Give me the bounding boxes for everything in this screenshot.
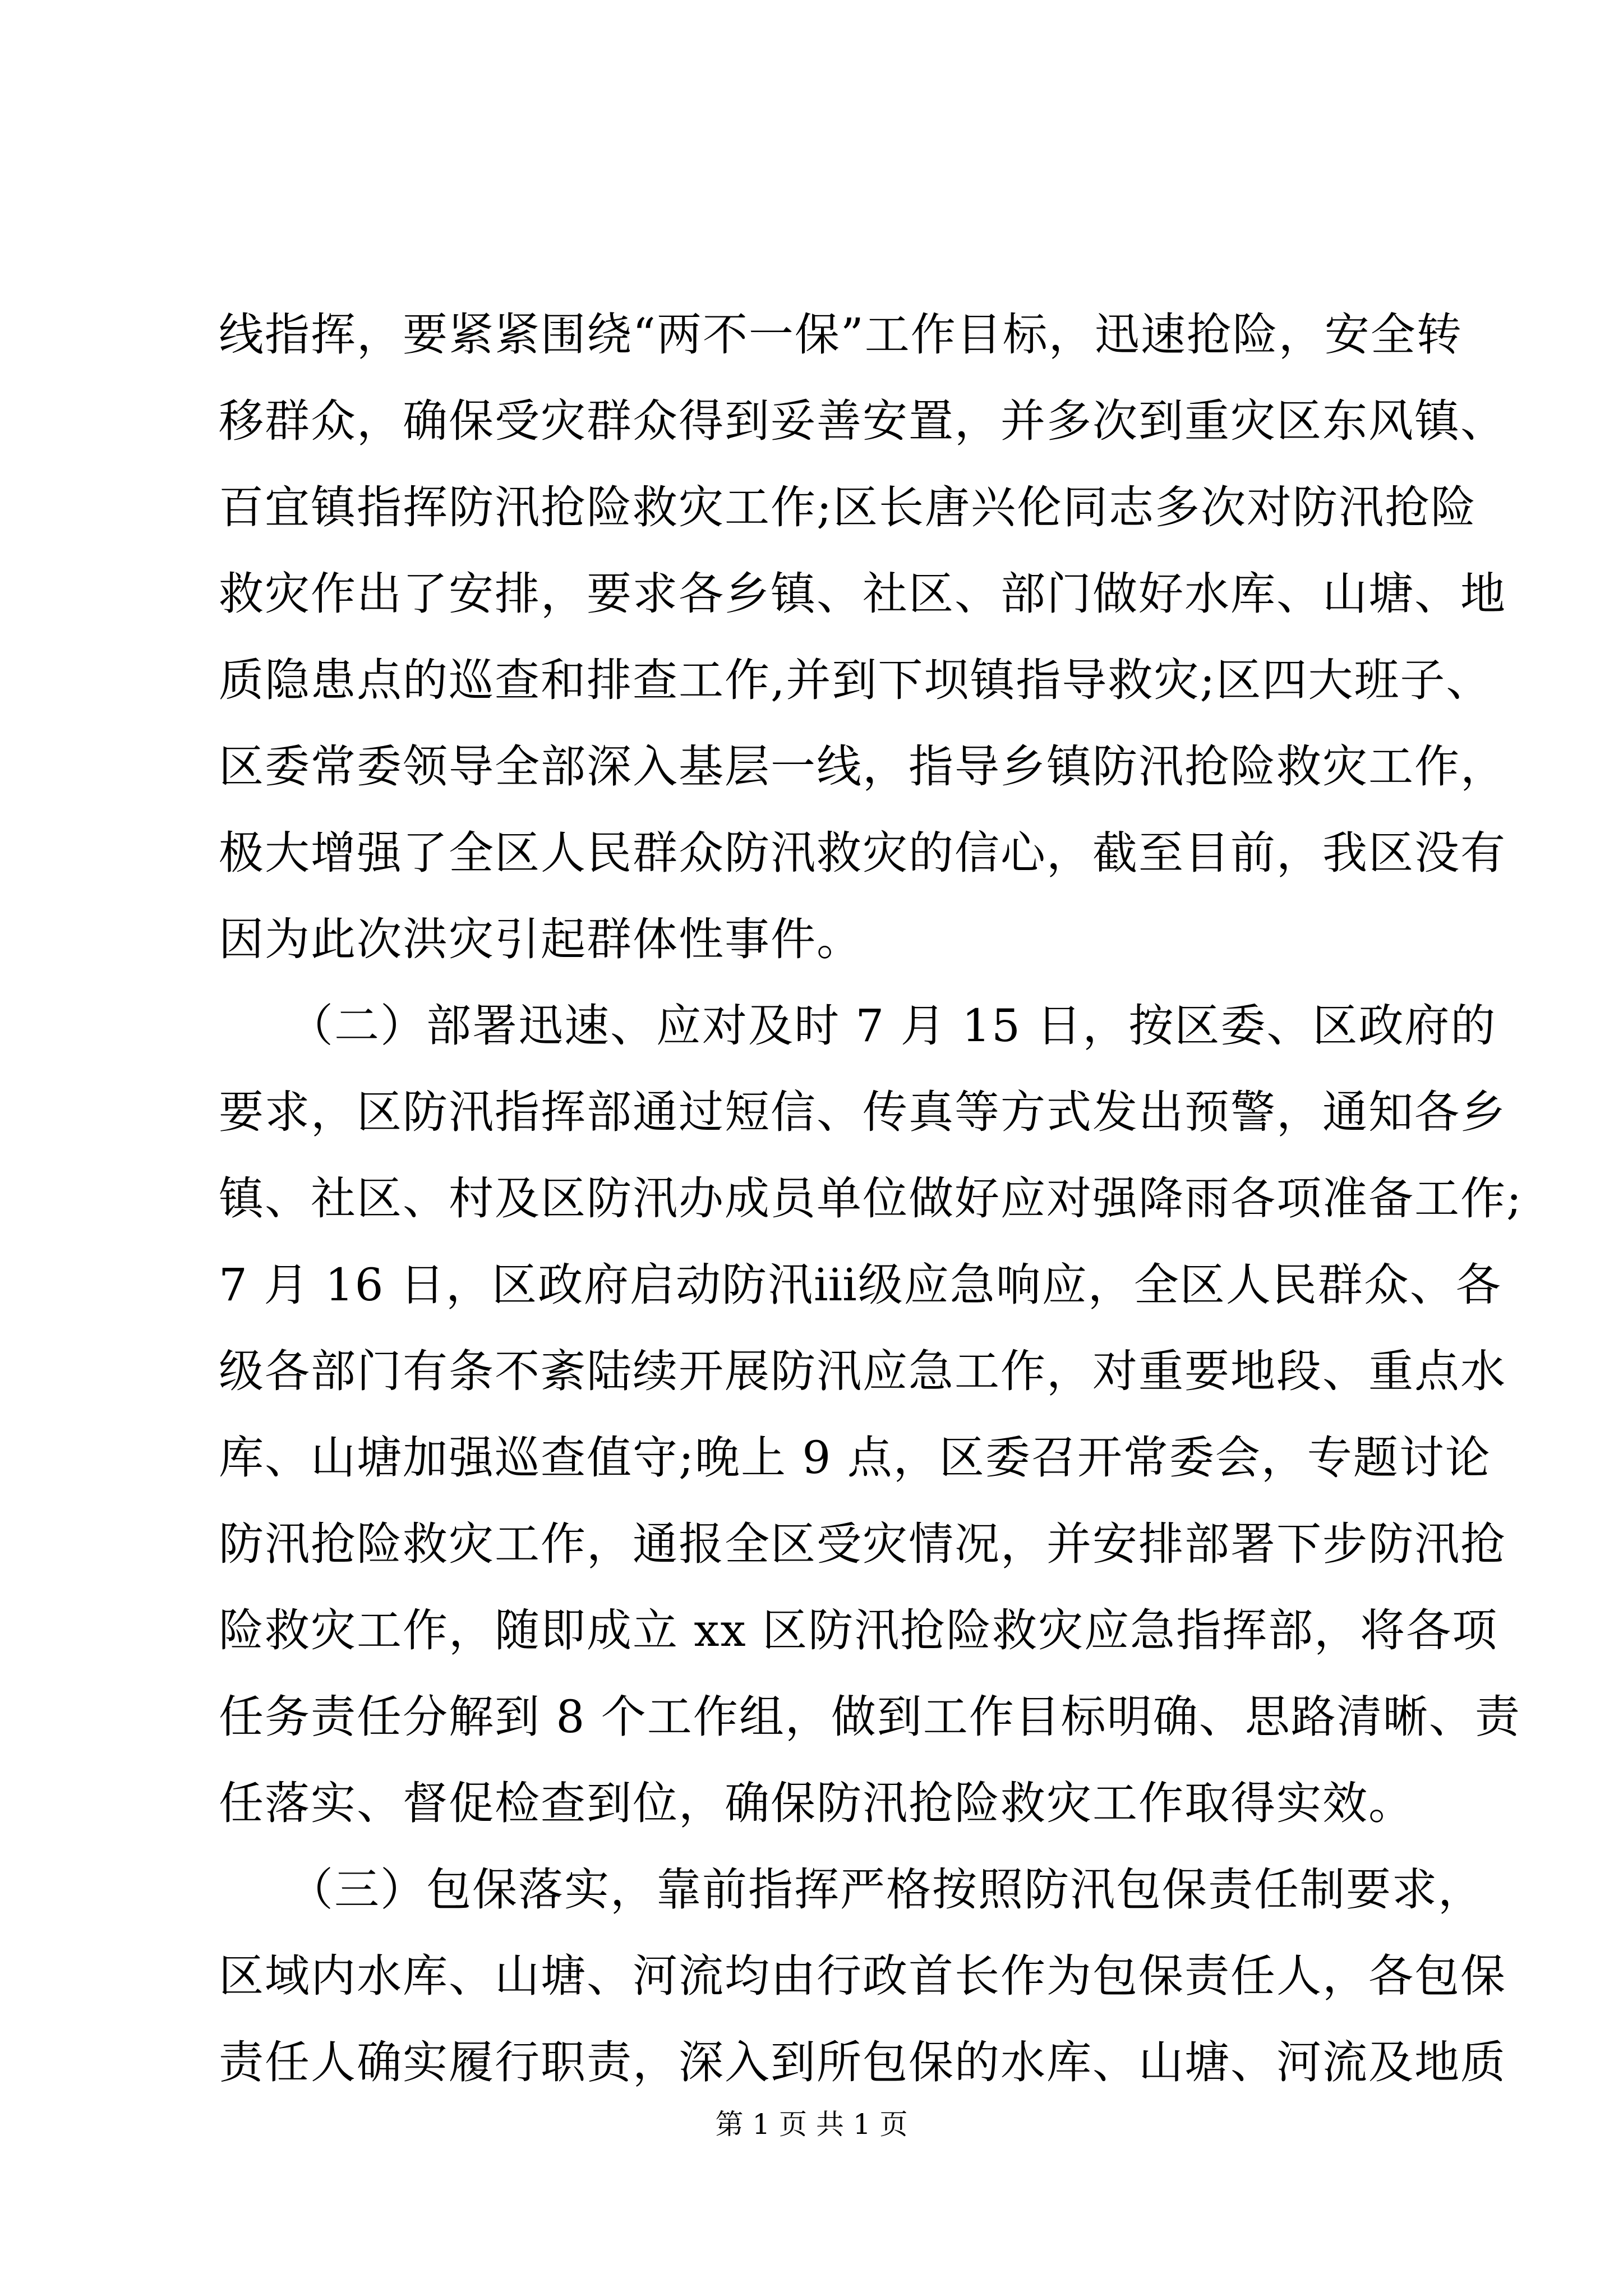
page-footer: 第 1 页 共 1 页 xyxy=(715,2108,908,2141)
paragraph-line: 区委常委领导全部深入基层一线，指导乡镇防汛抢险救灾工作， xyxy=(219,740,1506,793)
paragraph-line: 救灾作出了安排，要求各乡镇、社区、部门做好水库、山塘、地 xyxy=(219,568,1506,620)
paragraph-line: 库、山塘加强巡查值守;晚上 9 点，区委召开常委会，专题讨论 xyxy=(219,1432,1491,1484)
paragraph-line: 极大增强了全区人民群众防汛救灾的信心，截至目前，我区没有 xyxy=(219,827,1506,879)
paragraph-line: （三）包保落实，靠前指挥严格按照防汛包保责任制要求， xyxy=(219,1864,1484,1916)
paragraph-line: 移群众，确保受灾群众得到妥善安置，并多次到重灾区东风镇、 xyxy=(219,395,1506,447)
paragraph-line: 区域内水库、山塘、河流均由行政首长作为包保责任人，各包保 xyxy=(219,1950,1506,2002)
paragraph-line: 要求，区防汛指挥部通过短信、传真等方式发出预警，通知各乡 xyxy=(219,1086,1506,1138)
paragraph-line: （二）部署迅速、应对及时 7 月 15 日，按区委、区政府的 xyxy=(219,1000,1497,1052)
paragraph-line: 质隐患点的巡查和排查工作,并到下坝镇指导救灾;区四大班子、 xyxy=(219,654,1492,706)
page-body xyxy=(219,292,1523,2106)
paragraph-line: 险救灾工作，随即成立 xx 区防汛抢险救灾应急指挥部，将各项 xyxy=(219,1604,1498,1657)
paragraph-line: 任务责任分解到 8 个工作组，做到工作目标明确、思路清晰、责 xyxy=(219,1691,1521,1743)
paragraph-line: 防汛抢险救灾工作，通报全区受灾情况，并安排部署下步防汛抢 xyxy=(219,1518,1506,1570)
paragraph-line: 责任人确实履行职责，深入到所包保的水库、山塘、河流及地质 xyxy=(219,2036,1506,2088)
paragraph-line: 百宜镇指挥防汛抢险救灾工作;区长唐兴伦同志多次对防汛抢险 xyxy=(219,481,1477,533)
paragraph-line: 线指挥，要紧紧围绕“两不一保”工作目标，迅速抢险，安全转 xyxy=(219,309,1463,361)
paragraph-line: 级各部门有条不紊陆续开展防汛应急工作，对重要地段、重点水 xyxy=(219,1345,1506,1397)
paragraph-line: 7 月 16 日，区政府启动防汛ⅲ级应急响应，全区人民群众、各 xyxy=(219,1259,1502,1311)
paragraph-line: 镇、社区、村及区防汛办成员单位做好应对强降雨各项准备工作; xyxy=(219,1172,1523,1225)
paragraph-line: 任落实、督促检查到位，确保防汛抢险救灾工作取得实效。 xyxy=(219,1777,1414,1829)
paragraph-line: 因为此次洪灾引起群体性事件。 xyxy=(219,913,863,965)
